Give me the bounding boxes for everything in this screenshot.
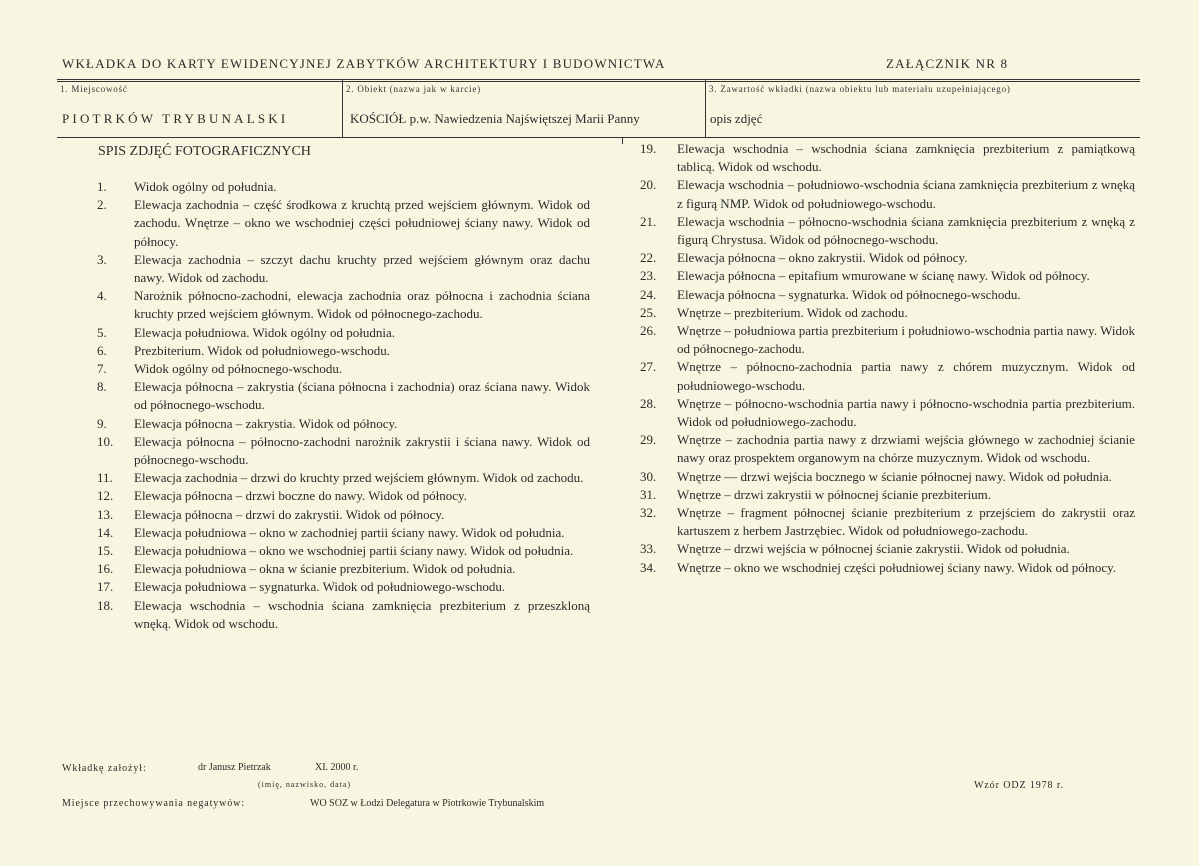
item-number: 4. xyxy=(97,288,107,304)
item-description: Elewacja zachodnia – drzwi do kruchty przed wejściem głównym. Widok od zachodu. xyxy=(134,470,584,486)
list-item xyxy=(97,542,590,560)
item-number: 19. xyxy=(640,141,657,156)
section-heading: SPIS ZDJĘĆ FOTOGRAFICZNYCH xyxy=(98,144,311,159)
locality-label: 1. Miejscowość xyxy=(60,84,128,94)
item-description: Elewacja północna – zakrystia. Widok od północy. xyxy=(134,415,398,431)
table-divider-2 xyxy=(705,80,706,137)
item-number: 23. xyxy=(640,268,657,284)
item-number: 10. xyxy=(97,433,114,449)
item-number: 9. xyxy=(97,415,107,431)
list-item xyxy=(97,578,590,596)
item-number: 27. xyxy=(640,359,657,375)
item-description: Elewacja południowa – okno we wschodniej partii ściany nawy. Widok od południa. xyxy=(134,543,574,559)
list-item xyxy=(640,140,1135,176)
founder-date: XI. 2000 r. xyxy=(315,762,359,773)
item-number: 7. xyxy=(97,361,107,377)
item-description: Wnętrze — drzwi wejścia bocznego w ścianie północnej nawy. Widok od południa. xyxy=(677,468,1112,484)
table-top-rule xyxy=(57,79,1140,80)
item-description: Elewacja południowa. Widok ogólny od południa. xyxy=(134,324,395,340)
list-item xyxy=(640,286,1135,304)
table-divider-1 xyxy=(342,80,343,137)
list-item xyxy=(640,249,1135,267)
item-number: 30. xyxy=(640,468,657,484)
item-description: Wnętrze – fragment północnej ścianie prezbiterium z przejściem do zakrystii oraz kartuszem z herbem Jastrzębiec. Widok od południowego-zachodu. xyxy=(677,505,1135,539)
annex-number: ZAŁĄCZNIK NR 8 xyxy=(886,56,1009,71)
list-item xyxy=(97,378,590,414)
item-description: Elewacja wschodnia – północno-wschodnia ściana zamknięcia prezbiterium z wnęką z figurą Chrystusa. Widok od północnego-wschodu. xyxy=(677,213,1135,248)
photo-list-left xyxy=(97,178,590,633)
item-description: Elewacja wschodnia – południowo-wschodnia ściana zamknięcia prezbiterium z wnęką z figurą NMP. Widok od południowego-wschodu. xyxy=(677,177,1135,211)
table-top-rule-2 xyxy=(57,81,1140,82)
item-description: Elewacja wschodnia – wschodnia ściana zamknięcia prezbiterium z przeszkloną wnęką. Widok od wschodu. xyxy=(134,597,590,631)
item-number: 18. xyxy=(97,597,114,613)
item-description: Elewacja północna – epitafium wmurowane w ścianę nawy. Widok od północy. xyxy=(677,268,1090,284)
item-description: Widok ogólny od północnego-wschodu. xyxy=(134,361,343,377)
item-number: 6. xyxy=(97,342,107,358)
form-reference: Wzór ODZ 1978 r. xyxy=(974,780,1064,791)
list-item xyxy=(97,597,590,633)
item-description: Wnętrze – zachodnia partia nawy z drzwiami wejścia głównego w zachodniej ścianie nawy oraz prospektem organowym na chórze muzycznym. Widok od wschodu. xyxy=(677,432,1135,466)
list-item xyxy=(640,486,1135,504)
list-item xyxy=(640,304,1135,322)
item-number: 24. xyxy=(640,286,657,302)
photo-list-right xyxy=(640,140,1135,577)
locality-value: PIOTRKÓW TRYBUNALSKI xyxy=(62,111,289,126)
list-item xyxy=(97,433,590,469)
item-description: Elewacja południowa – sygnaturka. Widok od południowego-wschodu. xyxy=(134,579,506,595)
item-description: Elewacja południowa – okno w zachodniej partii ściany nawy. Widok od południa. xyxy=(134,524,565,540)
item-number: 15. xyxy=(97,543,114,559)
list-item xyxy=(640,213,1135,249)
negatives-storage-label: Miejsce przechowywania negatywów: xyxy=(62,798,245,809)
list-item xyxy=(97,287,590,323)
item-number: 21. xyxy=(640,213,657,229)
list-item xyxy=(97,251,590,287)
item-number: 31. xyxy=(640,486,657,502)
item-number: 25. xyxy=(640,304,657,320)
list-item xyxy=(97,415,590,433)
item-number: 14. xyxy=(97,524,114,540)
list-item xyxy=(640,358,1135,394)
document-title: WKŁADKA DO KARTY EWIDENCYJNEJ ZABYTKÓW ARCHITEKTURY I BUDOWNICTWA xyxy=(62,56,666,71)
item-description: Widok ogólny od południa. xyxy=(134,179,277,194)
list-item xyxy=(97,524,590,542)
item-number: 8. xyxy=(97,379,107,395)
list-item xyxy=(97,360,590,378)
founder-name: dr Janusz Pietrzak xyxy=(198,762,271,773)
item-number: 20. xyxy=(640,177,657,193)
item-description: Wnętrze – drzwi zakrystii w północnej ścianie prezbiterium. xyxy=(677,486,992,502)
list-item xyxy=(640,176,1135,212)
item-number: 28. xyxy=(640,395,657,411)
item-description: Wnętrze – drzwi wejścia w północnej ścianie zakrystii. Widok od południa. xyxy=(677,541,1070,557)
list-item xyxy=(97,487,590,505)
list-item xyxy=(97,324,590,342)
item-description: Elewacja północna – północno-zachodni narożnik zakrystii i ściana nawy. Widok od północnego-wschodu. xyxy=(134,433,590,468)
list-item xyxy=(97,342,590,360)
item-description: Wnętrze – prezbiterium. Widok od zachodu. xyxy=(677,304,908,320)
item-description: Elewacja południowa – okna w ścianie prezbiterium. Widok od południa. xyxy=(134,561,516,577)
item-number: 16. xyxy=(97,561,114,577)
item-number: 11. xyxy=(97,470,113,486)
object-label: 2. Obiekt (nazwa jak w karcie) xyxy=(346,84,481,94)
list-item xyxy=(640,267,1135,285)
founder-label: Wkładkę założył: xyxy=(62,763,147,774)
item-number: 22. xyxy=(640,250,657,266)
item-description: Elewacja północna – okno zakrystii. Widok od północy. xyxy=(677,250,968,266)
item-description: Elewacja północna – sygnaturka. Widok od północnego-wschodu. xyxy=(677,286,1021,302)
item-number: 13. xyxy=(97,506,114,522)
list-item xyxy=(97,469,590,487)
item-description: Elewacja zachodnia – szczyt dachu kruchty przed wejściem głównym oraz dachu nawy. Widok od zachodu. xyxy=(134,251,590,286)
list-item xyxy=(640,431,1135,467)
item-description: Wnętrze – północno-wschodnia partia nawy i północno-wschodnia partia prezbiterium. Widok od południowego-zachodu. xyxy=(677,395,1135,430)
item-description: Narożnik północno-zachodni, elewacja zachodnia oraz północna i zachodnia ściana kruchty przed wejściem głównym. Widok od północnego-zachodu. xyxy=(134,288,590,322)
item-number: 3. xyxy=(97,251,107,267)
list-item xyxy=(640,395,1135,431)
item-description: Elewacja północna – drzwi boczne do nawy. Widok od północy. xyxy=(134,488,467,504)
contents-value: opis zdjęć xyxy=(710,111,763,126)
negatives-storage-value: WO SOZ w Łodzi Delegatura w Piotrkowie Trybunalskim xyxy=(310,798,545,809)
item-number: 34. xyxy=(640,559,657,575)
item-number: 5. xyxy=(97,324,107,340)
item-description: Wnętrze – północno-zachodnia partia nawy z chórem muzycznym. Widok od południowego-wschodu. xyxy=(677,359,1135,393)
list-item xyxy=(97,178,590,196)
column-divider-tick xyxy=(622,138,623,144)
list-item xyxy=(97,506,590,524)
item-number: 32. xyxy=(640,505,657,521)
item-number: 1. xyxy=(97,179,107,194)
item-number: 2. xyxy=(97,197,107,213)
contents-label: 3. Zawartość wkładki (nazwa obiektu lub materiału uzupełniającego) xyxy=(709,84,1011,94)
list-item xyxy=(97,196,590,251)
founder-sub-caption: (imię, nazwisko, data) xyxy=(258,780,352,789)
item-description: Elewacja północna – zakrystia (ściana północna i zachodnia) oraz ściana nawy. Widok od północnego-wschodu. xyxy=(134,379,590,413)
item-description: Wnętrze – okno we wschodniej części południowej ściany nawy. Widok od północy. xyxy=(677,559,1117,575)
item-number: 33. xyxy=(640,541,657,557)
item-description: Prezbiterium. Widok od południowego-wschodu. xyxy=(134,342,390,358)
list-item xyxy=(640,504,1135,540)
list-item xyxy=(97,560,590,578)
item-number: 29. xyxy=(640,432,657,448)
object-value: KOŚCIÓŁ p.w. Nawiedzenia Najświętszej Marii Panny xyxy=(350,111,640,126)
item-number: 12. xyxy=(97,488,114,504)
item-description: Elewacja północna – drzwi do zakrystii. Widok od północy. xyxy=(134,506,445,522)
item-number: 17. xyxy=(97,579,114,595)
list-item xyxy=(640,540,1135,558)
table-bottom-rule xyxy=(57,137,1140,138)
item-description: Elewacja wschodnia – wschodnia ściana zamknięcia prezbiterium z pamiątkową tablicą. Widok od wschodu. xyxy=(677,141,1135,175)
list-item xyxy=(640,322,1135,358)
list-item xyxy=(640,559,1135,577)
item-description: Elewacja zachodnia – część środkowa z kruchtą przed wejściem głównym. Widok od zachodu. Wnętrze – okno we wschodniej części południowej ściany nawy. Widok od północy. xyxy=(134,197,590,249)
item-number: 26. xyxy=(640,323,657,339)
list-item xyxy=(640,468,1135,486)
item-description: Wnętrze – południowa partia prezbiterium i południowo-wschodnia partia nawy. Widok od północnego-zachodu. xyxy=(677,323,1135,357)
